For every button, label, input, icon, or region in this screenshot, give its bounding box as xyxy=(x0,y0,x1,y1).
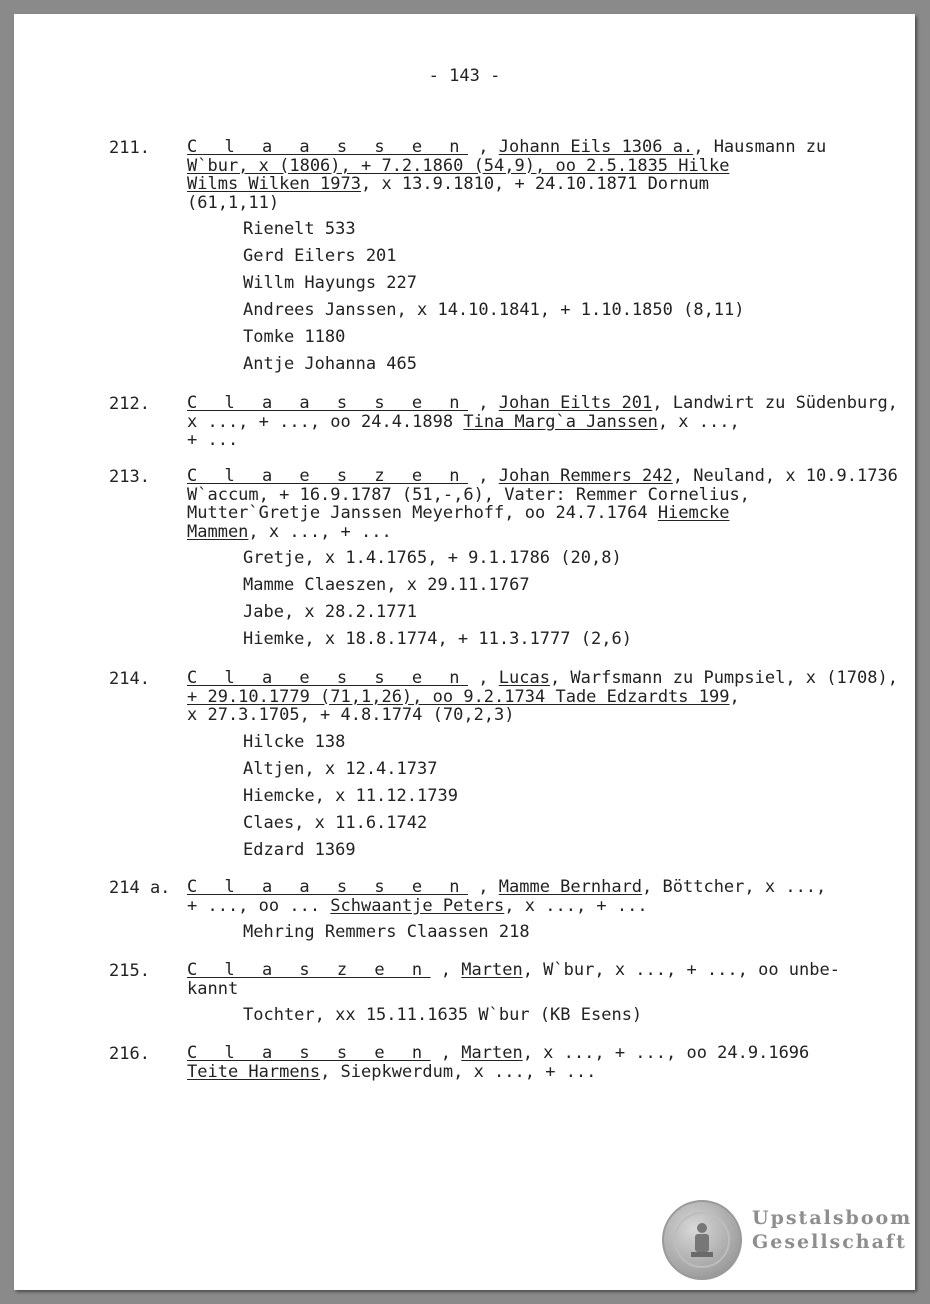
text-segment: Tade Edzardts 199 xyxy=(555,686,730,707)
text-segment: kannt xyxy=(187,978,239,999)
child-entry: Gretje, x 1.4.1765, + 9.1.1786 (20,8) xyxy=(243,548,622,569)
entry-body xyxy=(187,393,898,451)
entry-line xyxy=(187,706,827,725)
entry-body xyxy=(187,668,898,864)
society-logo xyxy=(662,1200,913,1280)
text-segment: Hiemcke xyxy=(657,503,730,524)
entry-line xyxy=(187,960,840,980)
text-segment: , xyxy=(430,1043,462,1063)
entry-line xyxy=(187,878,827,897)
entry-line xyxy=(187,194,827,213)
entry-number: 214. xyxy=(109,669,150,689)
text-segment: Mamme Bernhard xyxy=(498,877,643,897)
text-segment: , xyxy=(729,686,740,707)
child-entry: Mehring Remmers Claassen 218 xyxy=(243,922,530,943)
text-segment: , x ..., + ..., oo 24.9.1696 xyxy=(522,1043,810,1063)
entry-line xyxy=(187,413,827,432)
entry-line xyxy=(187,1044,827,1063)
text-segment: , xyxy=(468,393,499,413)
text-segment: , xyxy=(468,466,499,486)
text-segment: , xyxy=(430,960,462,980)
entry-line xyxy=(187,466,898,486)
text-segment: + ... xyxy=(187,430,239,451)
text-segment: (61,1,11) xyxy=(187,192,280,213)
surname: C l a e s z e n xyxy=(187,466,469,486)
child-entry: Andrees Janssen, x 14.10.1841, + 1.10.1850 (8,11) xyxy=(243,300,745,321)
document-page xyxy=(14,14,915,1290)
text-segment: , x ..., + ... xyxy=(248,521,392,542)
text-segment: Teite Harmens xyxy=(187,1061,321,1082)
text-segment: x ..., + ..., oo 24.4.1898 xyxy=(187,411,464,432)
entry-line xyxy=(187,393,898,413)
child-entry: Tomke 1180 xyxy=(243,327,346,348)
text-segment: , W`bur, x ..., + ..., oo unbe- xyxy=(522,960,840,980)
text-segment: , x 13.9.1810, + 24.10.1871 Dornum xyxy=(361,174,709,195)
text-segment: , Neuland, x 10.9.1736 xyxy=(672,466,898,486)
text-segment: Wilms Wilken 1973 xyxy=(187,174,361,195)
surname: C l a a s s e n xyxy=(187,877,469,897)
text-segment: + ..., oo ... xyxy=(187,895,331,916)
text-segment: , Landwirt zu Südenburg, xyxy=(652,393,898,413)
child-entry: Altjen, x 12.4.1737 xyxy=(243,758,438,779)
entry-line xyxy=(187,688,827,707)
text-segment: Marten xyxy=(461,1043,523,1063)
surname: C l a e s s e n xyxy=(187,668,469,688)
logo-text-line1: Upstalsboom xyxy=(752,1207,913,1229)
entry-body xyxy=(187,960,840,1029)
entry-line xyxy=(187,1063,827,1082)
child-entry: Antje Johanna 465 xyxy=(243,354,417,375)
entry-number: 212. xyxy=(109,394,150,414)
child-entry: Claes, x 11.6.1742 xyxy=(243,812,428,833)
entry-number: 213. xyxy=(109,467,150,487)
page-number: - 143 - xyxy=(428,66,501,86)
text-segment: , x ..., + ... xyxy=(504,895,648,916)
entry-line xyxy=(187,523,827,542)
text-segment: Mammen xyxy=(187,521,249,542)
surname: C l a a s s e n xyxy=(187,137,469,157)
text-segment: Johann Eils 1306 a. xyxy=(498,137,694,157)
child-entry: Hilcke 138 xyxy=(243,731,346,752)
text-segment: W`bur, x (1806), + 7.2.1860 (54,9), oo 2.5.1835 xyxy=(187,155,679,176)
seal-icon xyxy=(662,1200,742,1280)
child-entry: Edzard 1369 xyxy=(243,839,356,860)
text-segment: , xyxy=(468,137,499,157)
child-entry: Tochter, xx 15.11.1635 W`bur (KB Esens) xyxy=(243,1005,643,1026)
text-segment: Lucas xyxy=(498,668,550,688)
entry-line xyxy=(187,175,827,194)
child-entry: Hiemke, x 18.8.1774, + 11.3.1777 (2,6) xyxy=(243,629,632,650)
entry-number: 214 a. xyxy=(109,878,171,898)
surname: C l a a s s e n xyxy=(187,393,469,413)
text-segment: , xyxy=(468,668,499,688)
entry-body xyxy=(187,138,827,378)
entry-number: 215. xyxy=(109,961,150,981)
text-segment: , Hausmann zu xyxy=(693,137,827,157)
child-entry: Jabe, x 28.2.1771 xyxy=(243,602,417,623)
surname: C l a s s e n xyxy=(187,1043,431,1063)
text-segment: Johan Remmers 242 xyxy=(498,466,673,486)
text-segment: , x ..., xyxy=(657,411,740,432)
entry-number: 211. xyxy=(109,138,150,158)
entry-line xyxy=(187,668,898,688)
child-entry: Rienelt 533 xyxy=(243,219,356,240)
text-segment: , Böttcher, x ..., xyxy=(642,877,827,897)
text-segment: Marten xyxy=(461,960,523,980)
text-segment: , xyxy=(468,877,499,897)
text-segment: , Siepkwerdum, x ..., + ... xyxy=(320,1061,597,1082)
text-segment: W`accum, + 16.9.1787 (51,-,6), Vater: Remmer Cornelius, xyxy=(187,484,750,505)
entry-number: 216. xyxy=(109,1044,150,1064)
entry-line xyxy=(187,431,827,450)
entry-line xyxy=(187,486,827,505)
text-segment: , Warfsmann zu Pumpsiel, x (1708), xyxy=(549,668,898,688)
entry-body xyxy=(187,878,827,946)
child-entry: Gerd Eilers 201 xyxy=(243,246,397,267)
logo-text-line2: Gesellschaft xyxy=(752,1231,907,1253)
text-segment: Hilke xyxy=(678,155,730,176)
entry-line xyxy=(187,157,827,176)
entry-line xyxy=(187,138,827,157)
text-segment: Mutter`Gretje Janssen Meyerhoff, oo 24.7.1764 xyxy=(187,503,658,524)
text-segment: Johan Eilts 201 xyxy=(498,393,653,413)
child-entry: Willm Hayungs 227 xyxy=(243,273,417,294)
entry-body xyxy=(187,466,898,653)
text-segment: x 27.3.1705, + 4.8.1774 (70,2,3) xyxy=(187,705,515,726)
entry-line xyxy=(187,980,827,999)
text-segment: + 29.10.1779 (71,1,26), oo 9.2.1734 xyxy=(187,686,556,707)
text-segment: Tina Marg`a Janssen xyxy=(463,411,658,432)
child-entry: Hiemcke, x 11.12.1739 xyxy=(243,785,458,806)
surname: C l a s z e n xyxy=(187,960,431,980)
child-entry: Mamme Claeszen, x 29.11.1767 xyxy=(243,575,530,596)
entry-line xyxy=(187,897,827,916)
entry-line xyxy=(187,504,827,523)
entry-body xyxy=(187,1044,827,1081)
text-segment: Schwaantje Peters xyxy=(330,895,505,916)
